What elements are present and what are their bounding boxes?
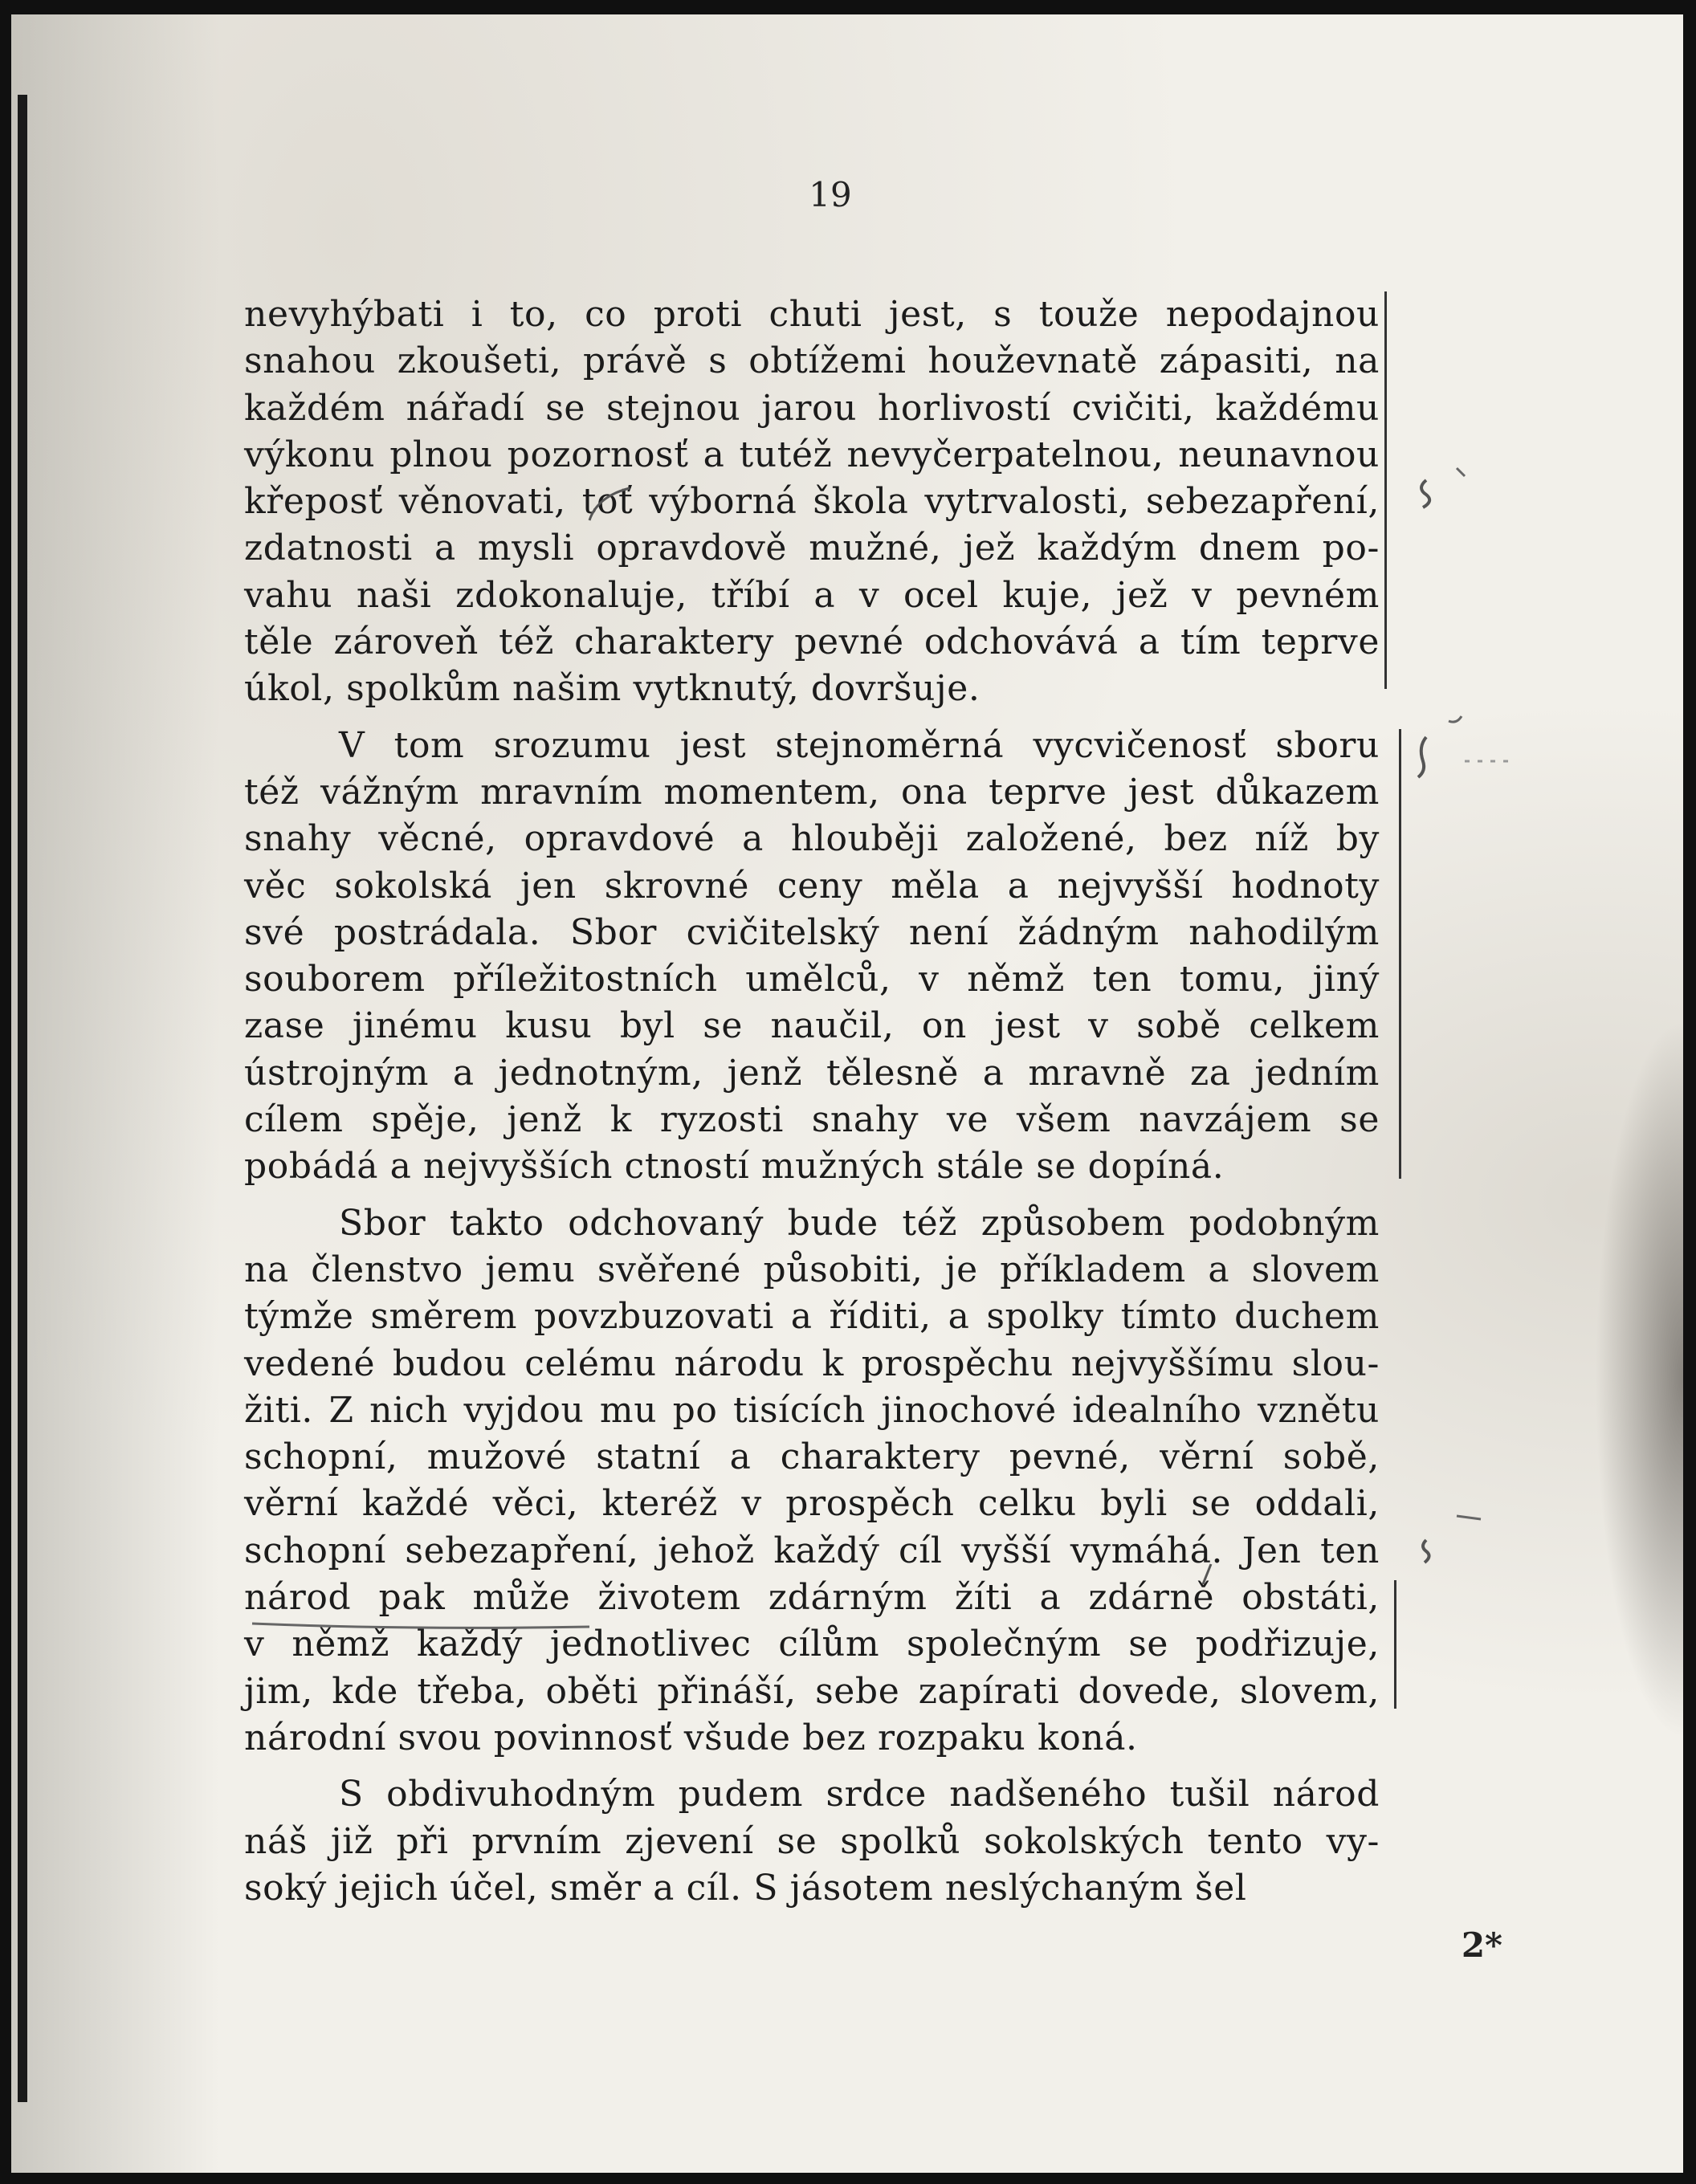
signature-mark: 2* [1461,1925,1502,1965]
text-line: národ pak může životem zdárným žíti a zdárně obstáti, [244,1577,1380,1619]
binding-edge [18,95,27,2102]
text-line: v němž každý jednotlivec cílům společným se podřizuje, [244,1624,1380,1665]
text-line: zase jinému kusu byl se naučil, on jest v sobě celkem [244,1005,1380,1047]
check-mark-5 [1423,1540,1429,1563]
text-line: týmže směrem povzbuzovati a říditi, a spolky tímto duchem [244,1296,1380,1338]
text-line: ústrojným a jednotným, jenž tělesně a mravně za jedním [244,1052,1380,1094]
text-line: vedené budou celému národu k prospěchu nejvyššímu slou- [244,1343,1380,1384]
text-line: nevyhýbati i to, co proti chuti jest, s touže nepodajnou [244,294,1380,335]
text-line: též vážným mravním momentem, ona teprve jest důkazem [244,771,1380,813]
check-mark-2 [1457,468,1465,476]
text-line: žiti. Z nich vyjdou mu po tisících jinochové idealního vznětu [244,1389,1380,1431]
text-line: věc sokolská jen skrovné ceny měla a nejvyšší hodnoty [244,865,1380,907]
text-line: S obdivuhodným pudem srdce nadšeného tušil národ [339,1774,1380,1815]
text-line: snahou zkoušeti, právě s obtížemi houževnatě zápasiti, na [244,340,1380,382]
text-line: Sbor takto odchovaný bude též způsobem podobným [339,1202,1380,1244]
text-line: náš již při prvním zjevení se spolků sokolských tento vy- [244,1820,1380,1862]
text-line: každém nářadí se stejnou jarou horlivostí cvičiti, každému [244,387,1380,429]
check-mark-4 [1449,716,1462,722]
text-line: V tom srozumu jest stejnoměrná vycvičenosť sboru [339,724,1380,766]
text-line: své postrádala. Sbor cvičitelský není žádným nahodilým [244,911,1380,953]
text-line: snahy věcné, opravdové a hlouběji založené, bez níž by [244,818,1380,860]
check-mark-3 [1418,737,1426,777]
text-line: národní svou povinnosť všude bez rozpaku koná. [244,1717,1138,1758]
scanned-page [11,14,1683,2173]
margin-bracket-1 [1376,291,1387,689]
margin-bracket-2 [1391,729,1401,1179]
text-line: úkol, spolkům našim vytknutý, dovršuje. [244,668,980,710]
paragraph [244,1771,1380,1912]
paragraph [244,723,1380,1191]
paragraph [244,1200,1380,1762]
text-line: na členstvo jemu svěřené působiti, je příkladem a slovem [244,1249,1380,1290]
text-line: souborem příležitostních umělců, v němž ten tomu, jiný [244,959,1380,1000]
text-line: schopní sebezapření, jehož každý cíl vyšší vymáhá. Jen ten [244,1530,1380,1571]
text-line: těle zároveň též charaktery pevné odchovává a tím teprve [244,621,1380,663]
text-line: vahu naši zdokonaluje, tříbí a v ocel kuje, jež v pevném [244,574,1380,616]
text-line: pobádá a nejvyšších ctností mužných stále se dopíná. [244,1146,1225,1188]
text-line: zdatnosti a mysli opravdově mužné, jež každým dnem po- [244,528,1380,569]
page-shadow-right [1595,1018,1683,1741]
dash-mark [1457,1516,1481,1519]
text-line: věrní každé věci, kteréž v prospěch celku byli se oddali, [244,1483,1380,1525]
text-line: křeposť věnovati, toť výborná škola vytrvalosti, sebezapření, [244,481,1380,523]
text-line: cílem spěje, jenž k ryzosti snahy ve všem navzájem se [244,1099,1380,1141]
page-number: 19 [809,175,852,214]
page-shadow-left [11,14,220,2173]
margin-bracket-3 [1386,1580,1396,1709]
text-line: výkonu plnou pozornosť a tutéž nevyčerpatelnou, neunavnou [244,434,1380,475]
paragraph [244,291,1380,713]
text-line: schopní, mužové statní a charaktery pevné, věrní sobě, [244,1436,1380,1478]
text-line: soký jejich účel, směr a cíl. S jásotem neslýchaným šel [244,1867,1247,1909]
check-mark-1 [1421,480,1429,507]
text-line: jim, kde třeba, oběti přináší, sebe zapírati dovede, slovem, [244,1670,1380,1712]
body-text [244,291,1380,1921]
